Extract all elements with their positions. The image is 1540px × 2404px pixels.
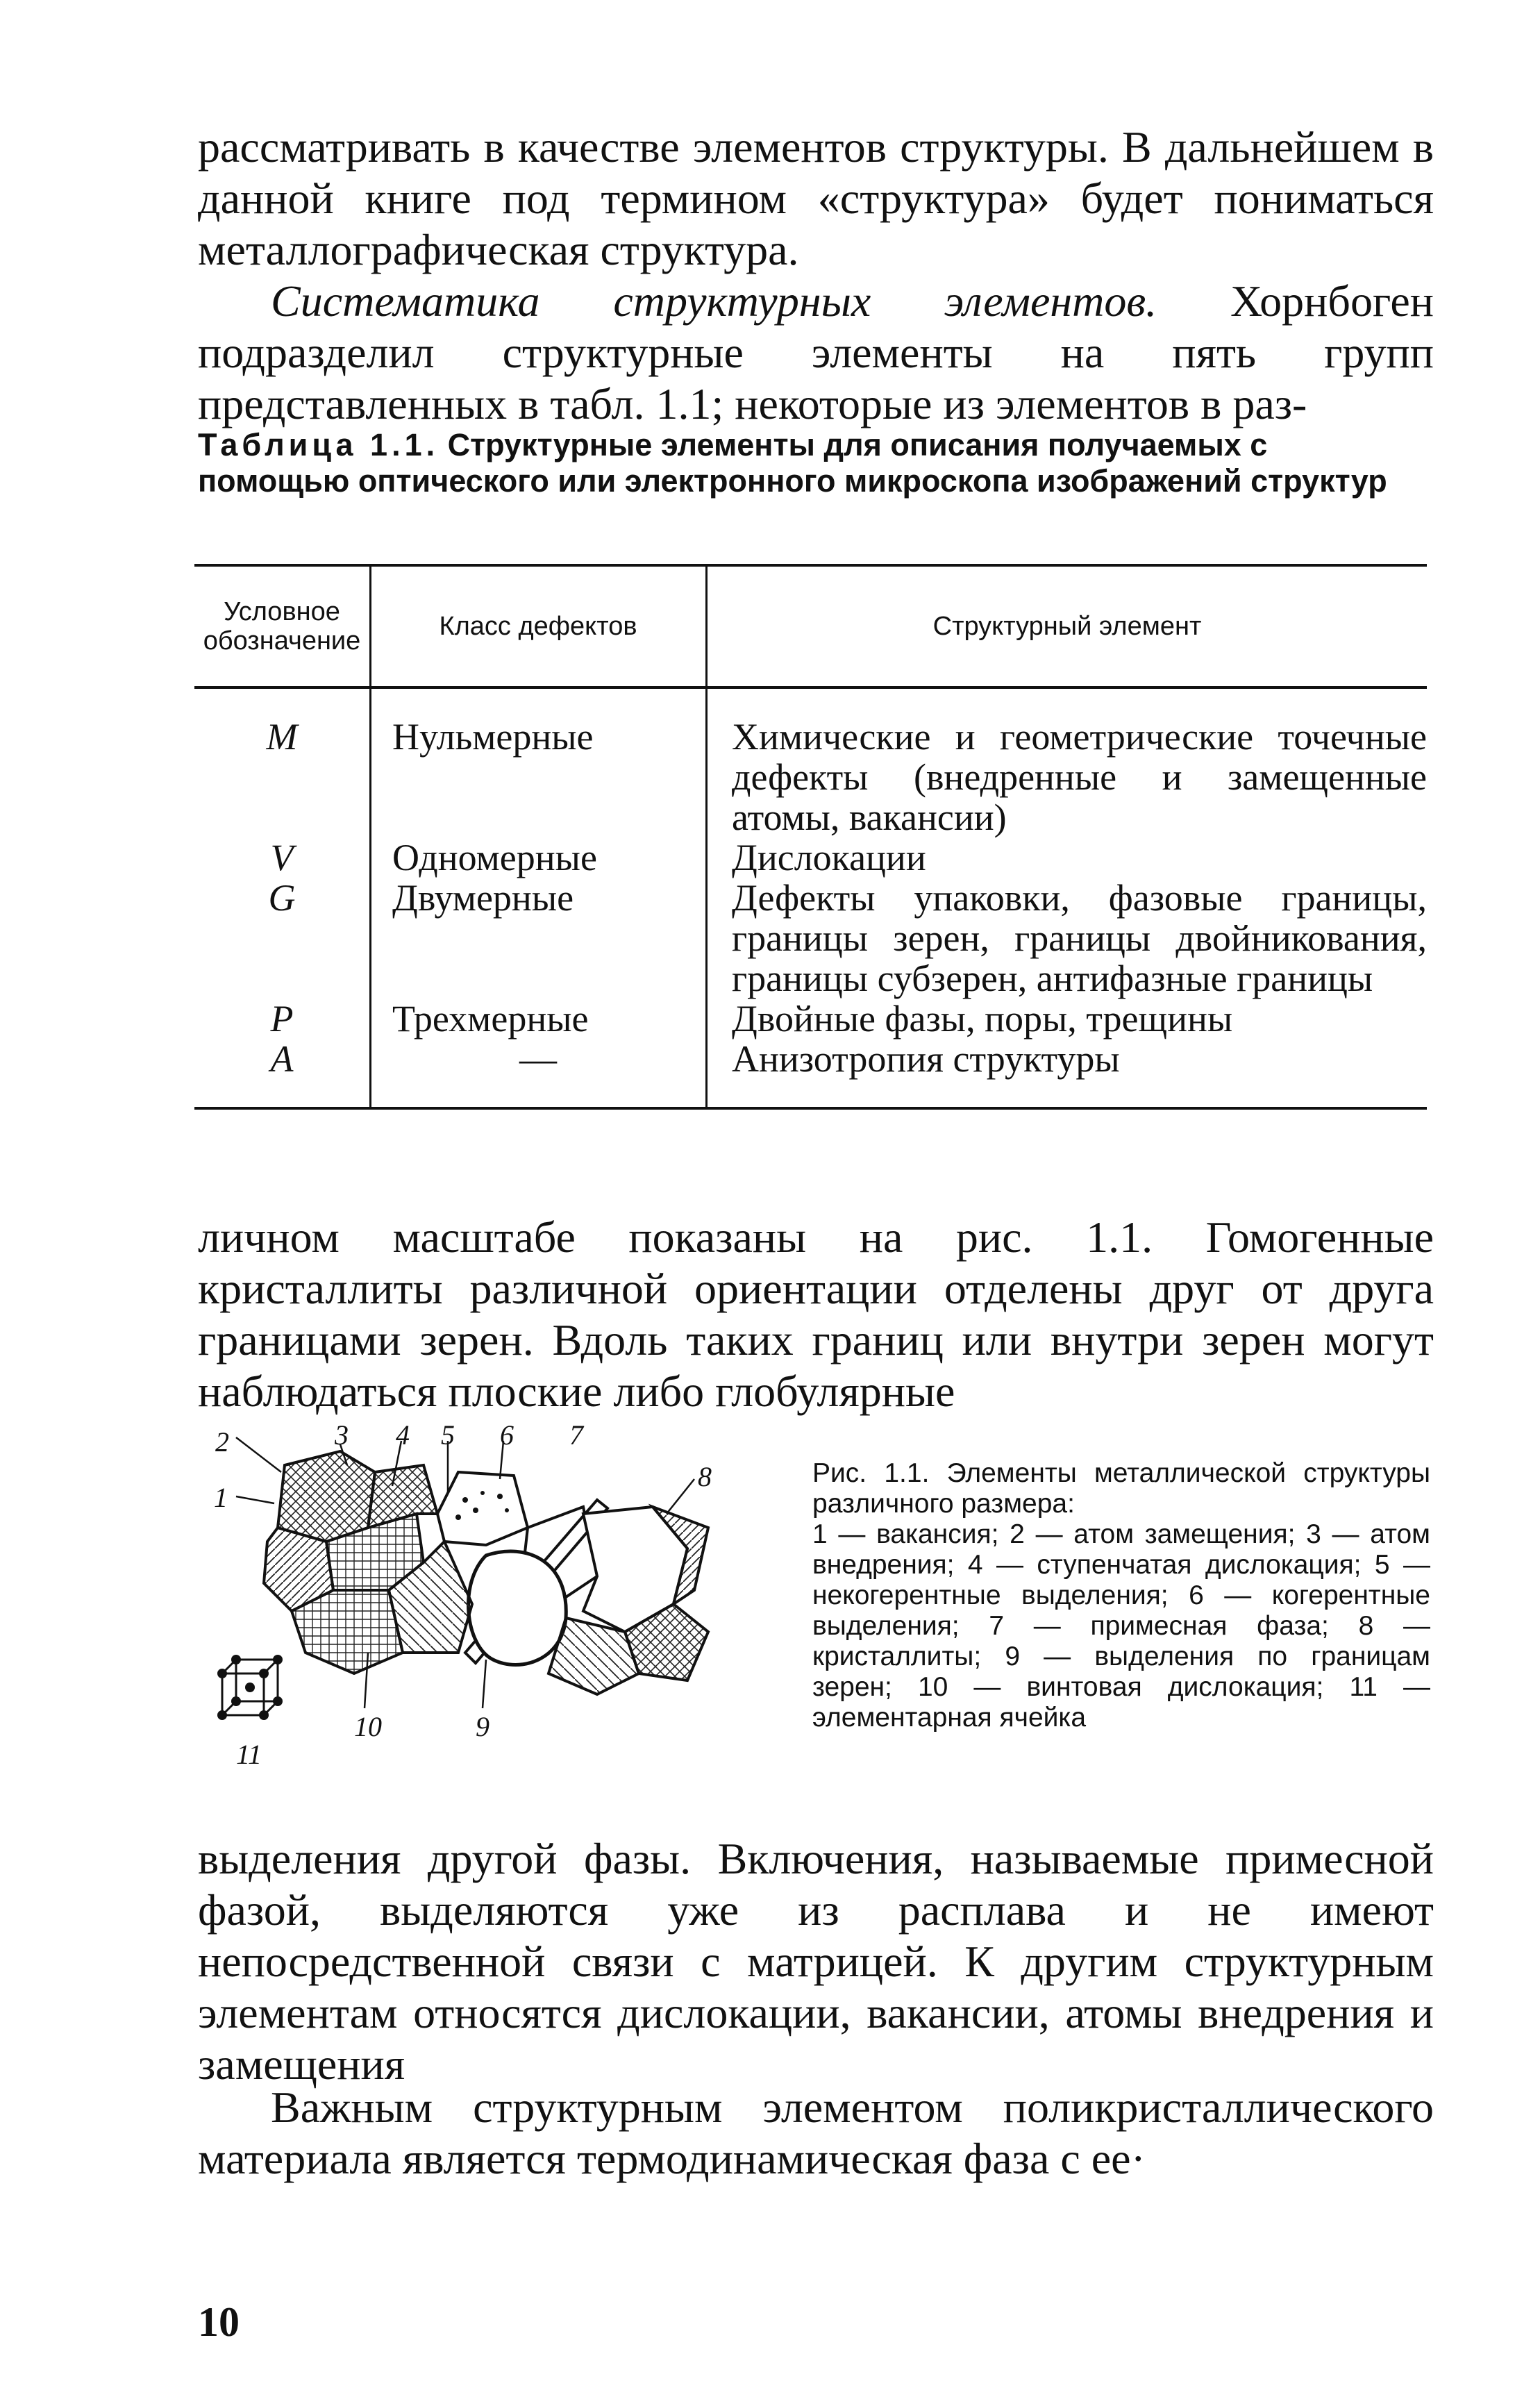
table-row (194, 1039, 1427, 1108)
fig-label-7: 7 (569, 1424, 583, 1451)
row-class: Двумерные (371, 878, 707, 999)
structure-figure (208, 1424, 785, 1812)
row-symbol: G (268, 877, 296, 919)
grain-round (469, 1551, 567, 1665)
grain-bottom-1 (292, 1590, 403, 1673)
row-class: Нульмерные (371, 687, 707, 837)
table-row (194, 878, 1427, 999)
systematics-heading: Систематика структурных элементов. (271, 276, 1157, 326)
grain-precipitates (437, 1472, 528, 1545)
fig-label-8: 8 (698, 1461, 712, 1492)
fig-label-9: 9 (476, 1711, 489, 1742)
row-element: Двойные фазы, поры, трещины (707, 999, 1428, 1039)
table-header-row (194, 565, 1427, 687)
row-element: Дефекты упаковки, фазовые границы, границы зерен, границы двойникования, границы субзерен, антифазные границы (707, 878, 1428, 999)
header-symbol: Условное обозначение (194, 565, 371, 687)
figure-caption-items: 1 — вакансия; 2 — атом замещения; 3 — атом внедрения; 4 — ступенчатая дислокация; 5 — некогерентные выделения; 6 — когерентные выделения; 7 — примесная фаза; 8 — кристаллиты; 9 — выделения по границам зерен; 10 — винтовая дислокация; 11 — элементарная ячейка (812, 1519, 1430, 1733)
figure-caption-title: Рис. 1.1. Элементы металлической структуры различного размера: (812, 1458, 1430, 1519)
fig-label-10: 10 (354, 1711, 382, 1742)
fig-label-6: 6 (500, 1424, 514, 1451)
row-symbol: V (270, 837, 294, 878)
row-class: Одномерные (371, 837, 707, 878)
row-class: — (371, 1039, 707, 1108)
row-class: Трехмерные (371, 999, 707, 1039)
fig-label-2: 2 (215, 1426, 229, 1458)
fig-label-5: 5 (441, 1424, 455, 1451)
unit-cell-icon (217, 1655, 283, 1720)
row-element: Химические и геометрические точечные дефекты (внедренные и замещенные атомы, вакансии) (707, 687, 1428, 837)
systematics-paragraph (198, 276, 1434, 430)
table-row (194, 687, 1427, 837)
last-paragraph: Важным структурным элементом поликристаллического материала является термодинамическая фаза с ее· (198, 2082, 1434, 2183)
figure-caption (812, 1458, 1430, 1733)
table-caption-text: Структурные элементы для описания получаемых с помощью оптического или электронного микроскопа изображений структур (198, 427, 1387, 499)
paragraph-after-table: личном масштабе показаны на рис. 1.1. Гомогенные кристаллиты различной ориентации отделены друг от друга границами зерен. Вдоль таких границ или внутри зерен могут наблюдаться плоские либо глобулярные (198, 1212, 1434, 1416)
row-element: Анизотропия структуры (707, 1039, 1428, 1108)
grain-dislocation (368, 1465, 437, 1528)
header-element: Структурный элемент (707, 565, 1428, 687)
table-caption-label: Таблица 1.1. (198, 427, 440, 462)
fig-label-11: 11 (236, 1739, 262, 1770)
intro-paragraph: рассматривать в качестве элементов структуры. В дальнейшем в данной книге под термином «структура» будет пониматься металлографическая структура. (198, 122, 1434, 274)
grain-crosshatched (278, 1451, 375, 1542)
row-symbol: M (266, 716, 298, 758)
structural-elements-table (194, 564, 1427, 1110)
paragraph-after-figure: выделения другой фазы. Включения, называемые примесной фазой, выделяются уже из расплава и не имеют непосредственной связи с матрицей. К другим структурным элементам относятся дислокации, вакансии, атомы внедрения и замещения (198, 1834, 1434, 2089)
fig-label-1: 1 (214, 1482, 228, 1513)
systematics-text: Хорнбоген подразделил структурные элементы на пять групп представленных в табл. 1.1; некоторые из элементов в раз- (198, 276, 1434, 428)
header-class: Класс дефектов (371, 565, 707, 687)
row-symbol: P (270, 998, 294, 1040)
table-row (194, 999, 1427, 1039)
fig-label-4: 4 (396, 1424, 410, 1451)
fig-label-3: 3 (335, 1424, 349, 1451)
row-element: Дислокации (707, 837, 1428, 878)
row-symbol: A (194, 1039, 371, 1108)
table-row (194, 837, 1427, 878)
table-caption (198, 427, 1420, 499)
page-number: 10 (198, 2299, 240, 2345)
